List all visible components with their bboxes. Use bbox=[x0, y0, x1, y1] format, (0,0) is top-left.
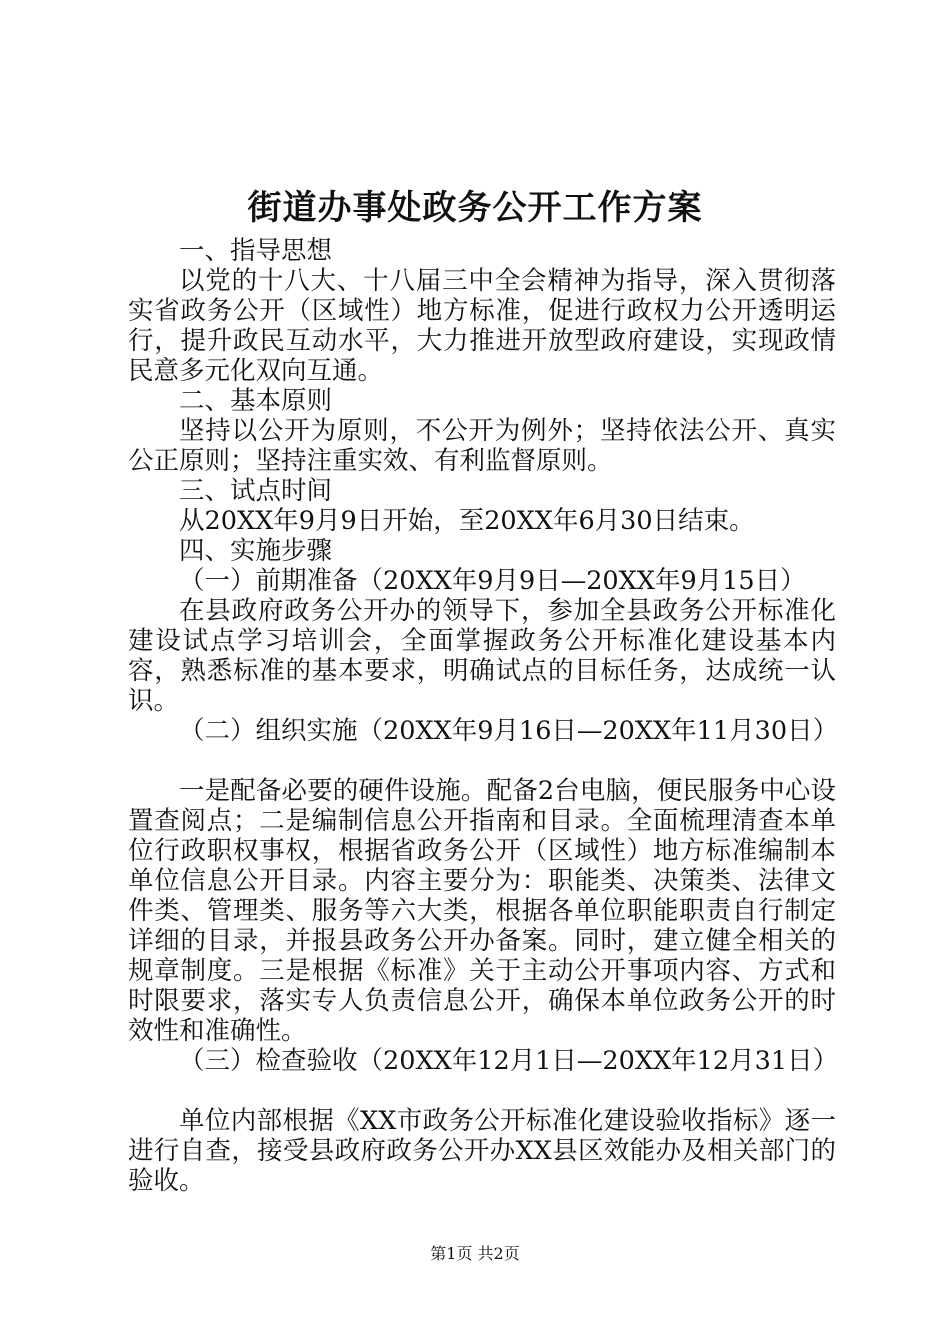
blank-line bbox=[128, 1076, 836, 1106]
paragraph: 一是配备必要的硬件设施。配备2台电脑，便民服务中心设置查阅点；二是编制信息公开指南和目录。全面梳理清查本单位行政职权事权，根据省政务公开（区域性）地方标准编制本单位信息公开目录。内容主要分为：职能类、决策类、法律文件类、管理类、服务等六大类，根据各单位职能职责自行制定详细的目录，并报县政务公开办备案。同时，建立健全相关的规章制度。三是根据《标准》关于主动公开事项内容、方式和时限要求，落实专人负责信息公开，确保本单位政务公开的时效性和准确性。 bbox=[128, 776, 836, 1046]
paragraph: 单位内部根据《XX市政务公开标准化建设验收指标》逐一进行自查，接受县政府政务公开办XX县区效能办及相关部门的验收。 bbox=[128, 1106, 836, 1196]
section-heading: 三、试点时间 bbox=[179, 476, 333, 506]
blank-line bbox=[128, 746, 836, 776]
section-heading: 一、指导思想 bbox=[179, 236, 333, 266]
paragraph: 坚持以公开为原则，不公开为例外；坚持依法公开、真实公正原则；坚持注重实效、有利监督原则。 bbox=[128, 416, 836, 476]
subsection-heading: （三）检查验收（20XX年12月1日—20XX年12月31日） bbox=[179, 1046, 839, 1076]
section-heading: 二、基本原则 bbox=[179, 386, 333, 416]
paragraph: 从20XX年9月9日开始，至20XX年6月30日结束。 bbox=[179, 506, 755, 536]
subsection-heading: （一）前期准备（20XX年9月9日—20XX年9月15日） bbox=[179, 566, 806, 596]
document-body bbox=[128, 236, 839, 1196]
subsection-heading: （二）组织实施（20XX年9月16日—20XX年11月30日） bbox=[179, 716, 839, 746]
page-number: 第1页 共2页 bbox=[430, 1244, 520, 1263]
paragraph: 在县政府政务公开办的领导下，参加全县政务公开标准化建设试点学习培训会，全面掌握政务公开标准化建设基本内容，熟悉标准的基本要求，明确试点的目标任务，达成统一认识。 bbox=[128, 596, 836, 716]
section-heading: 四、实施步骤 bbox=[179, 536, 333, 566]
document-title: 街道办事处政务公开工作方案 bbox=[247, 188, 703, 228]
paragraph: 以党的十八大、十八届三中全会精神为指导，深入贯彻落实省政务公开（区域性）地方标准，促进行政权力公开透明运行，提升政民互动水平，大力推进开放型政府建设，实现政情民意多元化双向互通。 bbox=[128, 266, 836, 386]
